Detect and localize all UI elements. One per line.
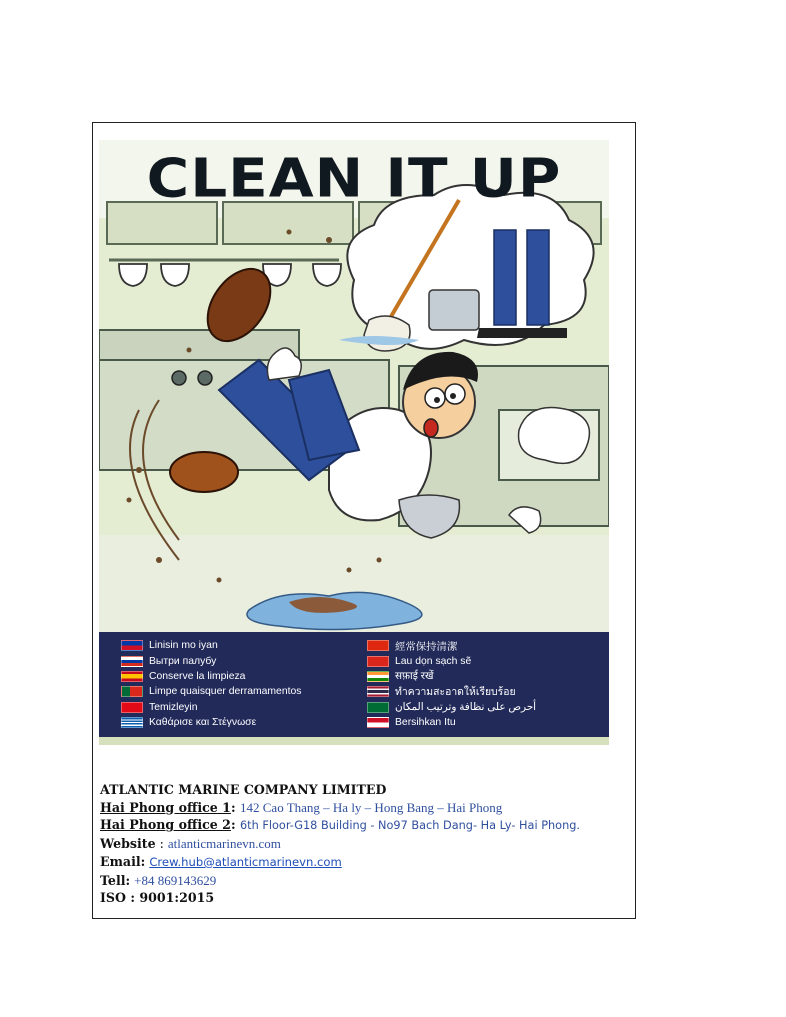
poster-footer-strip	[99, 737, 609, 745]
company-name: ATLANTIC MARINE COMPANY LIMITED	[100, 782, 387, 797]
china-flag-icon	[367, 640, 389, 651]
tell-value: +84 869143629	[134, 872, 217, 888]
tell-line	[100, 872, 630, 890]
portugal-flag-icon	[121, 686, 143, 697]
language-text: Вытри палубу	[149, 655, 217, 667]
website-value[interactable]: atlanticmarinevn.com	[167, 836, 281, 852]
language-row	[367, 700, 536, 715]
poster-illustration	[99, 140, 609, 632]
office-2-address: 6th Floor-G18 Building - No97 Bach Dang- Ha Ly- Hai Phong.	[240, 819, 580, 833]
language-text: सफ़ाई रखें	[395, 671, 434, 683]
language-column-left	[121, 638, 301, 730]
turkey-flag-icon	[121, 702, 143, 713]
email-line	[100, 853, 630, 872]
language-text: 經常保持清潔	[395, 642, 458, 654]
language-text: Καθάρισε και Στέγνωσε	[149, 717, 257, 729]
email-label: Email:	[100, 853, 146, 869]
language-row	[121, 684, 301, 699]
thailand-flag-icon	[367, 686, 389, 697]
language-text: Temizleyin	[149, 701, 198, 713]
email-link[interactable]: Crew.hub@atlanticmarinevn.com	[149, 854, 342, 869]
office-1-line: Hai Phong office 1: 142 Cao Thang – Ha ly – Hong Bang – Hai Phong	[100, 799, 503, 815]
tell-label: Tell:	[100, 872, 131, 888]
vietnam-flag-icon	[367, 656, 389, 667]
language-row	[367, 669, 536, 684]
language-row	[367, 638, 536, 653]
language-text: Linisin mo iyan	[149, 640, 218, 652]
language-row	[121, 638, 301, 653]
language-row	[367, 653, 536, 668]
language-text: Lau dọn sạch sẽ	[395, 655, 472, 667]
language-text: أحرص على نظافة وترتيب المكان	[395, 702, 537, 714]
iso-line: ISO : 9001:2015	[100, 890, 215, 906]
office-2-line: Hai Phong office 2: 6th Floor-G18 Building - No97 Bach Dang- Ha Ly- Hai Phong.	[100, 817, 580, 833]
office-1-label: Hai Phong office 1	[100, 799, 231, 815]
language-column-right	[367, 638, 536, 730]
poster-title: CLEAN IT UP	[146, 146, 562, 210]
india-flag-icon	[367, 671, 389, 682]
clean-it-up-poster	[99, 140, 609, 745]
greece-flag-icon	[121, 717, 143, 728]
language-text: Limpe quaisquer derramamentos	[149, 686, 302, 698]
website-line: Website : atlanticmarinevn.com	[100, 836, 281, 852]
language-row	[121, 715, 301, 730]
language-text: Conserve la limpieza	[149, 670, 246, 682]
document-frame	[92, 122, 636, 919]
russia-flag-icon	[121, 656, 143, 667]
indonesia-flag-icon	[367, 717, 389, 728]
company-info	[100, 781, 630, 907]
office-2-label: Hai Phong office 2	[100, 817, 231, 833]
language-text: Bersihkan Itu	[395, 717, 456, 729]
office-1-address: 142 Cao Thang – Ha ly – Hong Bang – Hai Phong	[240, 799, 503, 815]
saudi-arabia-flag-icon	[367, 702, 389, 713]
language-row	[367, 715, 536, 730]
website-label: Website	[100, 836, 156, 852]
language-row	[121, 669, 301, 684]
language-band	[99, 632, 609, 737]
language-row	[367, 684, 536, 699]
language-row	[121, 700, 301, 715]
spain-flag-icon	[121, 671, 143, 682]
language-row	[121, 653, 301, 668]
language-text: ทำความสะอาดให้เรียบร้อย	[395, 687, 516, 699]
philippines-flag-icon	[121, 640, 143, 651]
